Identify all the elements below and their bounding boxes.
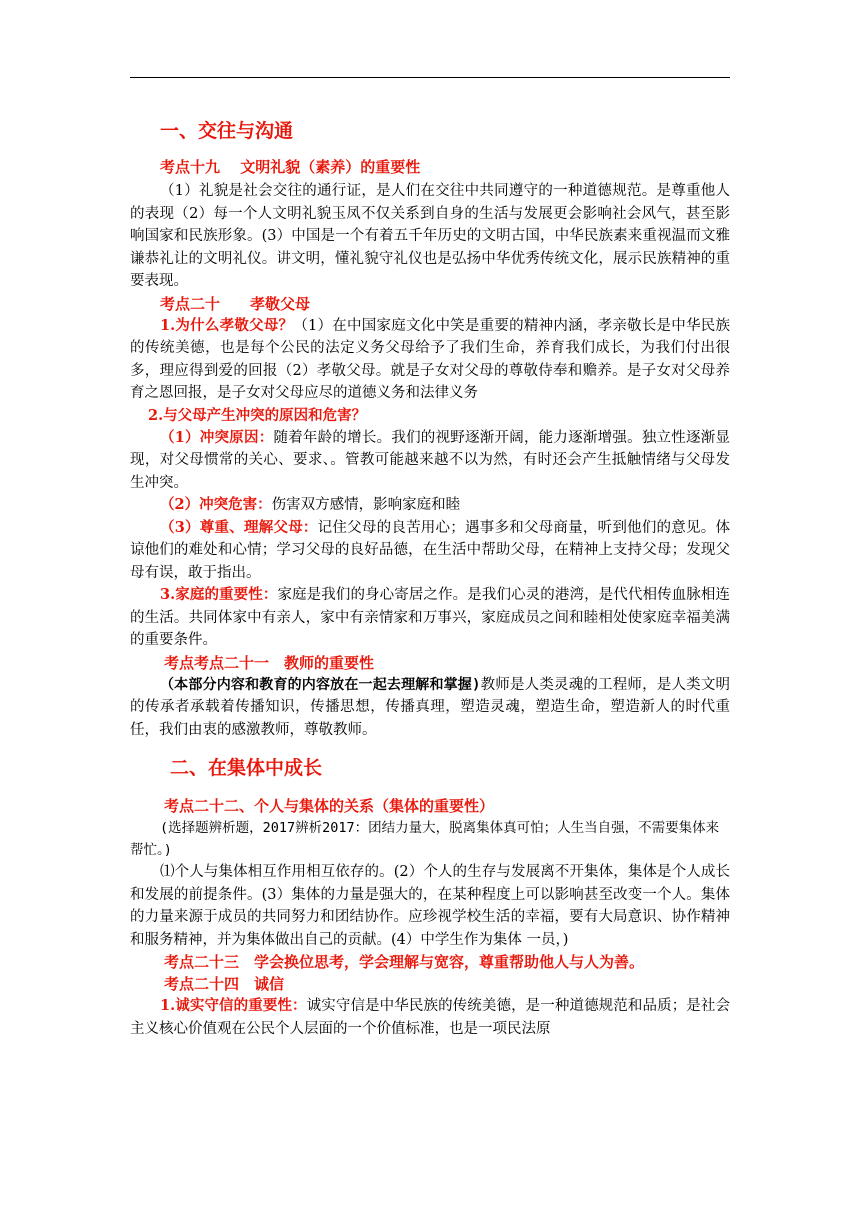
kaodian-22-note: (选择题辨析题，2017辨析2017：团结力量大，脱离集体真可怕；人生当自强，不需要集体来帮忙。)	[130, 820, 720, 858]
conflict-harm	[130, 494, 730, 517]
conflict-cause-text: 随着年龄的增长。我们的视野逐渐开阔，能力逐渐增强。独立性逐渐显现，对父母惯常的关心、要求、。管教可能越来越不以为然，有时还会产生抵触情绪与父母发生冲突。	[130, 429, 730, 491]
honesty-importance-label: 1.诚实守信的重要性：	[160, 997, 307, 1014]
family-importance-label: 3.家庭的重要性：	[160, 586, 278, 603]
section-title-communication: 一、交往与沟通	[160, 120, 294, 142]
q1-label: 1.为什么孝敬父母？	[160, 316, 294, 334]
family-importance-text: 家庭是我们的身心寄居之作。是我们心灵的港湾，是代代相传血脉相连的生活。共同体家中有亲人，家中有亲情家和万事兴，家庭成员之间和睦相处使家庭幸福美满的重要条件。	[130, 587, 730, 648]
honesty-importance-text: 诚实守信是中华民族的传统美德，是一种道德规范和品质；是社会主义核心价值观在公民个人层面的一个价值标准，也是一项民法原	[130, 998, 730, 1037]
kaodian-20-q1	[130, 315, 730, 405]
conflict-harm-text: 伤害双方感情，影响家庭和睦	[271, 497, 461, 513]
kaodian-21-note: （本部分内容和教育的内容放在一起去理解和掌握)	[160, 676, 481, 693]
respect-parents-text: 记住父母的良苦用心；遇事多和父母商量，听到他们的意见。体谅他们的难处和心情；学习父母的良好品德，在生活中帮助父母，在精神上支持父母；发现父母有误，敢于指出。	[130, 519, 730, 581]
kaodian-22-title: 考点二十二、个人与集体的关系（集体的重要性）	[164, 797, 495, 815]
kaodian-21-title: 考点考点二十一 教师的重要性	[164, 653, 375, 672]
kaodian-23-title: 考点二十三 学会换位思考，学会理解与宽容，尊重帮助他人与人为善。	[164, 953, 645, 971]
conflict-cause-label: （1）冲突原因：	[160, 428, 274, 446]
conflict-harm-label: （2）冲突危害：	[160, 496, 272, 513]
kaodian-24-title: 考点二十四 诚信	[164, 975, 285, 993]
kaodian-20-q2-title: 2.与父母产生冲突的原因和危害？	[148, 406, 367, 424]
kaodian-19-text: （1）礼貌是社会交往的通行证，是人们在交往中共同遵守的一种道德规范。是尊重他人的表现（2）每一个人文明礼貌玉凤不仅关系到自身的生活与发展更会影响社会风气，甚至影响国家和民族形象。(3）中国是一个有着五千年历史的文明古国，中华民族素来重视温而文雅谦恭礼让的文明礼仪。讲文明，懂礼貌守礼仪也是弘扬中华优秀传统文化，展示民族精神的重要表现。	[130, 183, 730, 289]
header-rule	[130, 77, 730, 78]
kaodian-20-title: 考点二十 孝敬父母	[160, 294, 311, 313]
kaodian-19-title: 考点十九 文明礼貌（素养）的重要性	[160, 158, 421, 176]
respect-parents	[130, 517, 730, 585]
kaodian-22-text: ⑴个人与集体相互作用相互依存的。(2）个人的生存与发展离不开集体，集体是个人成长和发展的前提条件。(3）集体的力量是强大的，在某种程度上可以影响甚至改变一个人。集体的力量来源于成员的共同努力和团结协作。应珍视学校生活的幸福，要有大局意识、协作精神和服务精神，并为集体做出自己的贡献。(4）中学生作为集体 一员，)	[130, 864, 730, 948]
honesty-importance	[130, 995, 730, 1040]
section-title-collective: 二、在集体中成长	[170, 757, 323, 779]
kaodian-21-body: 教师是人类灵魂的工程师，是人类文明的传承者承载着传播知识，传播思想，传播真理，塑造灵魂，塑造生命，塑造新人的时代重任，我们由衷的感激教师，尊敬教师。	[130, 676, 730, 738]
document-page	[130, 108, 730, 1040]
kaodian-21-text	[130, 674, 730, 742]
respect-parents-label: （3）尊重、理解父母：	[160, 518, 318, 536]
q1-text: （1）在中国家庭文化中笑是重要的精神内涵，孝亲敬长是中华民族的传统美德，也是每个公民的法定义务父母给予了我们生命，养育我们成长，为我们付出很多，理应得到爱的回报（2）孝敬父母。就是子女对父母的尊敬侍奉和赡养。是子女对父母养育之恩回报，是子女对父母应尽的道德义务和法律义务	[130, 317, 730, 401]
conflict-cause	[130, 427, 730, 495]
family-importance	[130, 584, 730, 652]
